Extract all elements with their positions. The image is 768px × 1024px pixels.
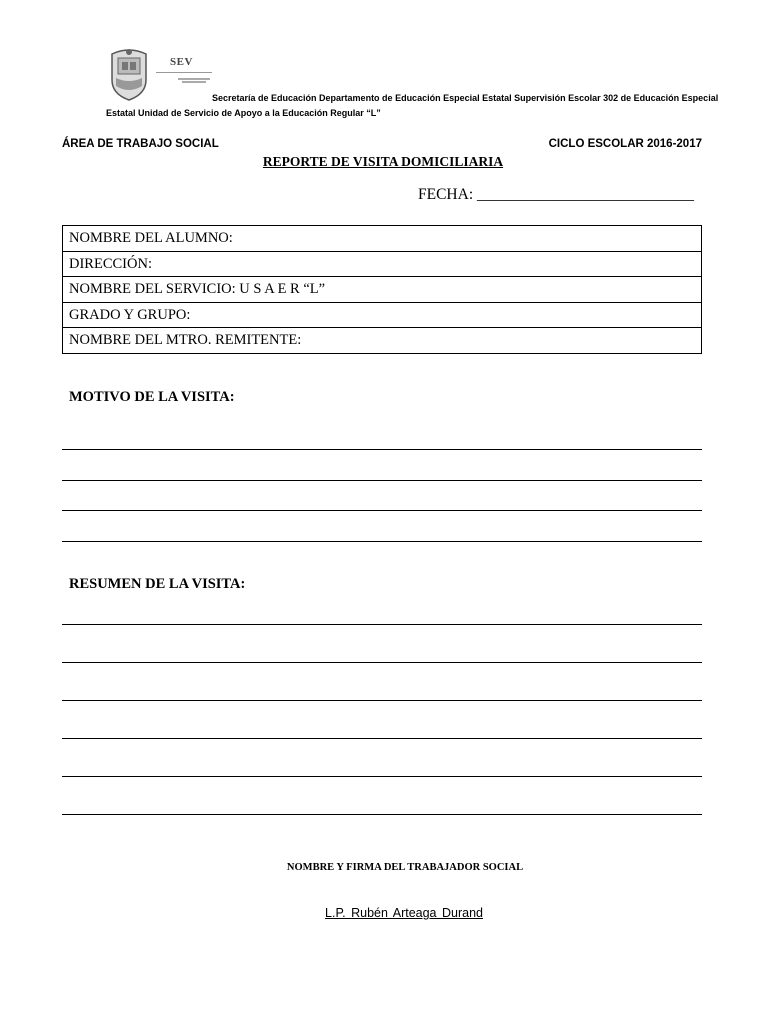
visit-summary-line[interactable] <box>62 776 702 777</box>
address-field[interactable]: DIRECCIÓN: <box>63 251 702 277</box>
header-unit-line: Estatal Unidad de Servicio de Apoyo a la Educación Regular “L” <box>106 108 381 118</box>
student-info-table <box>62 225 702 354</box>
visit-reason-line[interactable] <box>62 510 702 511</box>
signature-label: NOMBRE Y FIRMA DEL TRABAJADOR SOCIAL <box>286 862 524 873</box>
visit-summary-heading: RESUMEN DE LA VISITA: <box>69 576 246 592</box>
visit-summary-line[interactable] <box>62 700 702 701</box>
referring-teacher-field[interactable]: NOMBRE DEL MTRO. REMITENTE: <box>63 328 702 354</box>
visit-summary-line[interactable] <box>62 624 702 625</box>
area-label: ÁREA DE TRABAJO SOCIAL <box>62 138 219 150</box>
header-institution-line: Secretaría de Educación Departamento de Educación Especial Estatal Supervisión Escolar 302 de Educación Especial <box>212 93 719 103</box>
student-name-field[interactable]: NOMBRE DEL ALUMNO: <box>63 226 702 252</box>
visit-reason-heading: MOTIVO DE LA VISITA: <box>69 389 235 405</box>
state-crest-logo <box>108 46 150 102</box>
visit-summary-line[interactable] <box>62 738 702 739</box>
visit-reason-line[interactable] <box>62 480 702 481</box>
visit-summary-line[interactable] <box>62 662 702 663</box>
grade-group-field[interactable]: GRADO Y GRUPO: <box>63 302 702 328</box>
school-cycle-label: CICLO ESCOLAR 2016-2017 <box>548 138 702 150</box>
social-worker-name: L.P. Rubén Arteaga Durand <box>325 906 483 920</box>
date-field[interactable]: FECHA: ____________________________ <box>418 186 694 203</box>
service-name-field[interactable]: NOMBRE DEL SERVICIO: U S A E R “L” <box>63 277 702 303</box>
visit-summary-line[interactable] <box>62 814 702 815</box>
visit-reason-line[interactable] <box>62 449 702 450</box>
sev-logo-text: SEV <box>170 56 193 68</box>
sev-logo <box>150 54 214 94</box>
document-title: REPORTE DE VISITA DOMICILIARIA <box>262 154 504 169</box>
visit-reason-line[interactable] <box>62 541 702 542</box>
